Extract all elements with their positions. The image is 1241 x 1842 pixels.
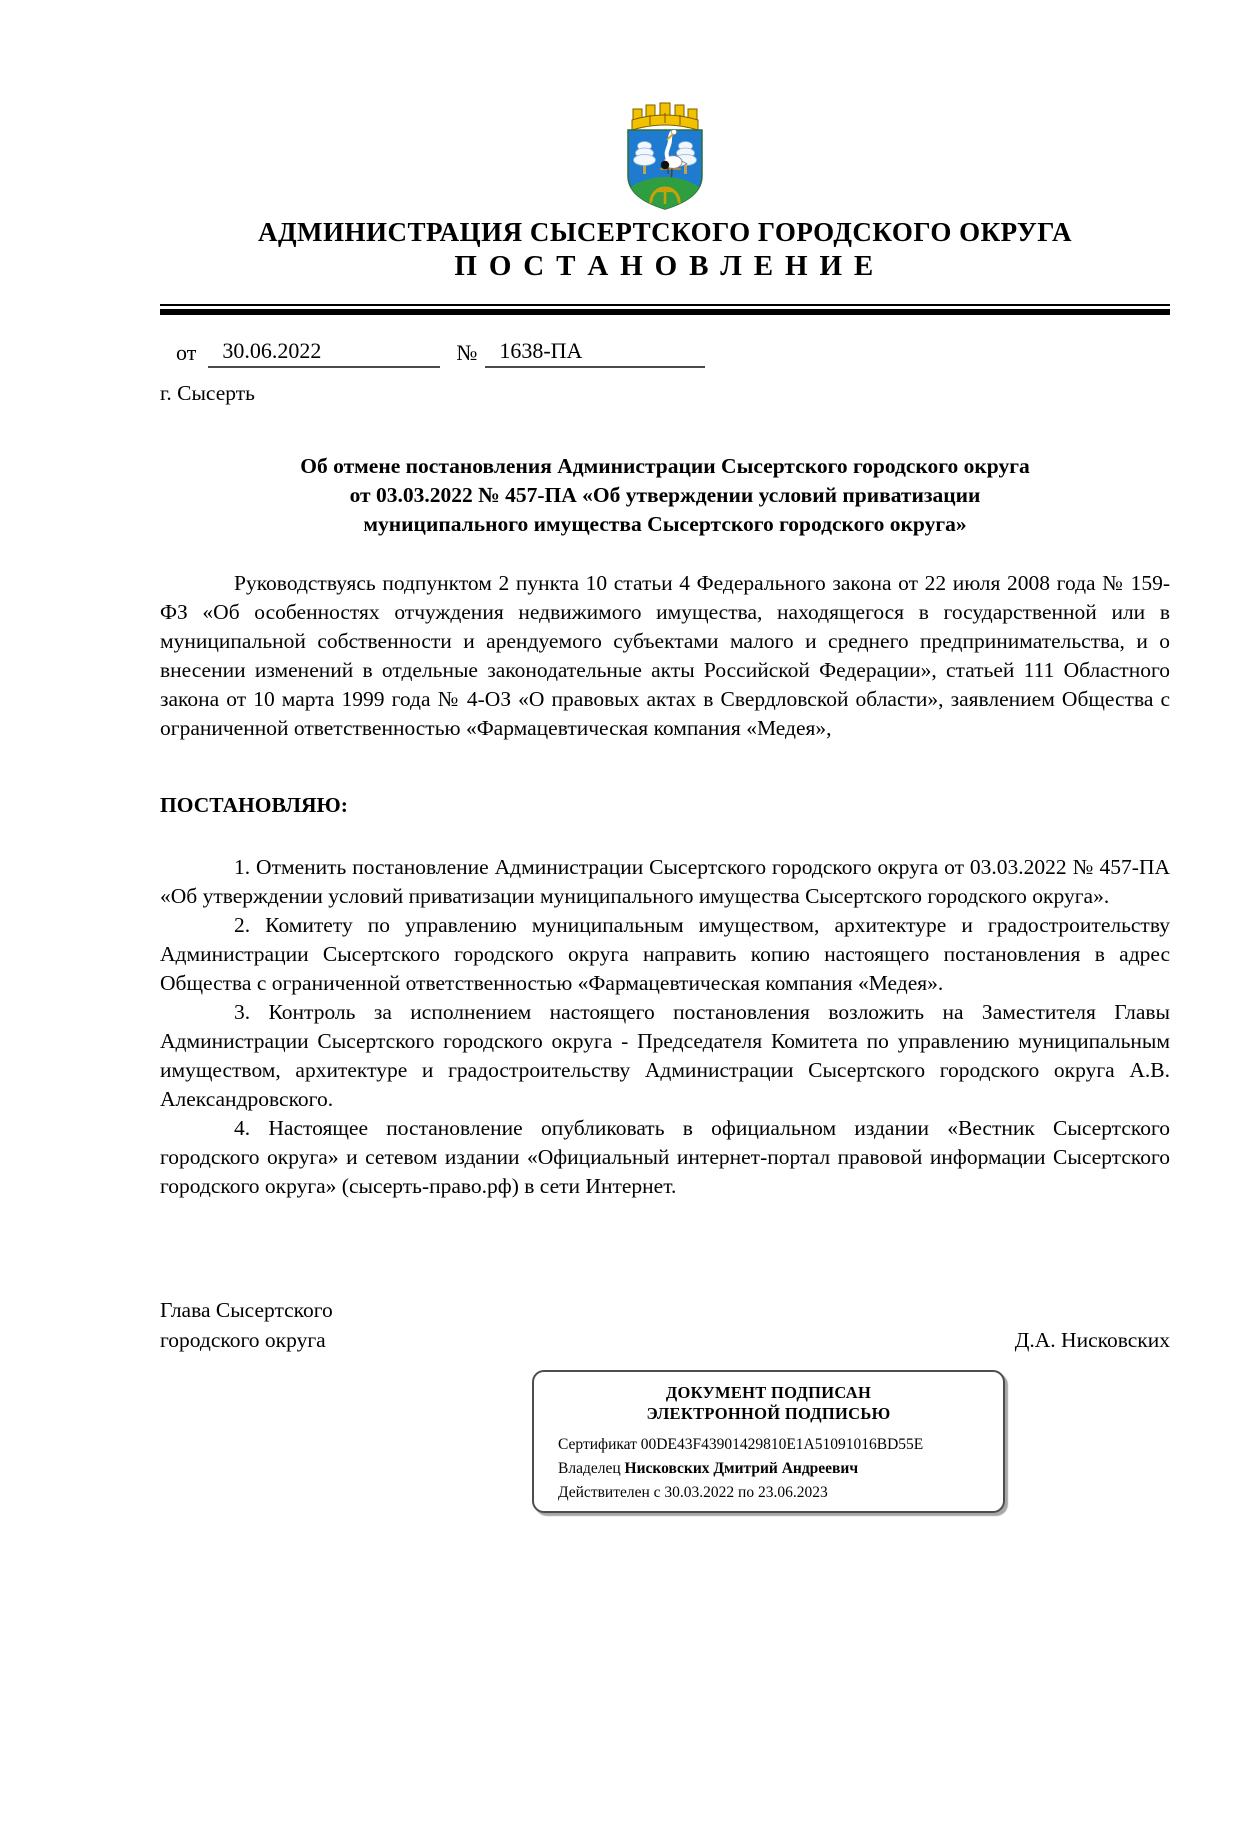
number-label: № (456, 340, 478, 365)
stamp-certificate: Сертификат 00DE43F43901429810E1A51091016BD55E (558, 1436, 924, 1453)
organization-name: АДМИНИСТРАЦИЯ СЫСЕРТСКОГО ГОРОДСКОГО ОКРУГА (257, 217, 1073, 247)
black-orb (661, 161, 669, 169)
signer-position-line: Глава Сысертского (160, 1298, 333, 1322)
document-title (160, 452, 1170, 539)
stamp-header-line: ДОКУМЕНТ ПОДПИСАН (665, 1383, 872, 1402)
document-title-line: Об отмене постановления Администрации Сысертского городского округа (300, 454, 1030, 478)
stamp-owner (558, 1457, 1003, 1481)
city-line: г. Сысерть (160, 381, 255, 405)
resolution-item-3: 3. Контроль за исполнением настоящего постановления возложить на Заместителя Главы Администрации Сысертского городского округа - Председателя Комитета по управлению муниципальным имуществом, архитектуре и градостроительству Администрации Сысертского городского округа А.В. Александровского. (160, 1000, 1170, 1111)
stamp-owner-label: Владелец (558, 1460, 625, 1477)
document-type-title: П О С Т А Н О В Л Е Н И Е (454, 250, 876, 282)
doc-meta-line (160, 337, 1170, 368)
stamp-details (558, 1433, 1003, 1505)
stamp-header (534, 1382, 1003, 1424)
header-divider (160, 304, 1170, 315)
signature-block (160, 1295, 1170, 1355)
resolution-items (160, 853, 1170, 1201)
document-title-line: муниципального имущества Сысертского городского округа» (363, 512, 967, 536)
resolution-word: ПОСТАНОВЛЯЮ: (160, 793, 348, 817)
signer-name: Д.А. Нисковских (1014, 1328, 1170, 1352)
coat-of-arms-icon (624, 88, 706, 212)
stamp-owner-name: Нисковских Дмитрий Андреевич (624, 1460, 859, 1477)
document-title-line: от 03.03.2022 № 457-ПА «Об утверждении условий приватизации (349, 483, 981, 507)
signer-position (160, 1295, 333, 1355)
document-page (0, 88, 1241, 1513)
resolution-item-1: 1. Отменить постановление Администрации Сысертского городского округа от 03.03.2022 № 457-ПА «Об утверждении условий приватизации муниципального имущества Сысертского городского округа». (160, 855, 1170, 908)
number-field: 1638-ПА (485, 337, 705, 368)
stamp-header-line: ЭЛЕКТРОННОЙ ПОДПИСЬЮ (646, 1404, 891, 1423)
resolution-item-4: 4. Настоящее постановление опубликовать в официальном издании «Вестник Сысертского городского округа» и сетевом издании «Официальный интернет-портал правовой информации Сысертского городского округа» (сысерть-право.рф) в сети Интернет. (160, 1116, 1170, 1198)
date-label: от (176, 340, 197, 365)
date-field: 30.06.2022 (208, 337, 440, 368)
mural-crown-icon (632, 103, 698, 130)
resolution-item-2: 2. Комитету по управлению муниципальным имуществом, архитектуре и градостроительству Администрации Сысертского городского округа направить копию настоящего постановления в адрес Общества с ограниченной ответственностью «Фармацевтическая компания «Медея». (160, 913, 1170, 995)
electronic-signature-stamp (532, 1370, 1005, 1513)
signer-position-line: городского округа (160, 1328, 326, 1352)
stamp-validity: Действителен с 30.03.2022 по 23.06.2023 (558, 1484, 828, 1501)
preamble-paragraph: Руководствуясь подпунктом 2 пункта 10 статьи 4 Федерального закона от 22 июля 2008 года № 159-ФЗ «Об особенностях отчуждения недвижимого имущества, находящегося в государственной или в муниципальной собственности и арендуемого субъектами малого и среднего предпринимательства, и о внесении изменений в отдельные законодательные акты Российской Федерации», статьей 111 Областного закона от 10 марта 1999 года № 4-ОЗ «О правовых актах в Свердловской области», заявлением Общества с ограниченной ответственностью «Фармацевтическая компания «Медея», (160, 571, 1170, 740)
